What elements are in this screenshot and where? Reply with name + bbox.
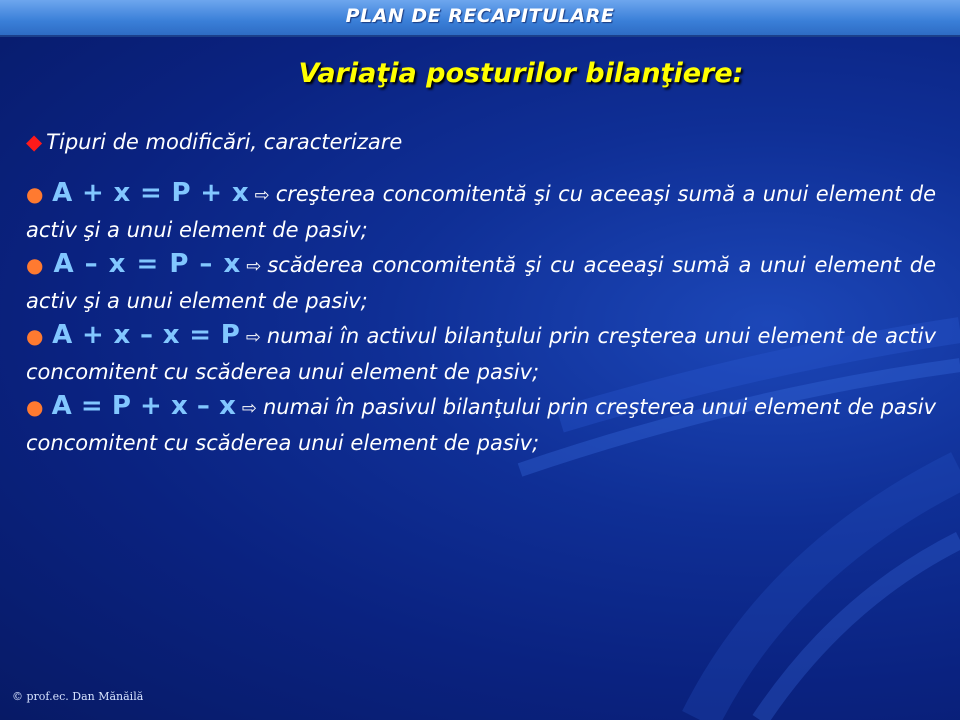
formula: A = P + x – x [51,391,236,421]
header-bar [0,0,960,37]
list-item [26,176,936,247]
arrow-right-icon: ⇨ [254,185,270,206]
formula: A – x = P – x [53,249,241,279]
diamond-bullet-icon: ◆ [26,130,43,154]
item-text: numai în pasivul bilanţului prin creşterea unui element de pasiv concomitent cu scăderea unui element de pasiv; [26,395,936,455]
item-text: numai în activul bilanţului prin creşterea unui element de activ concomitent cu scăderea unui element de pasiv; [26,324,937,384]
arrow-right-icon: ⇨ [241,398,257,419]
content-list [26,176,936,460]
list-item [26,389,936,460]
item-text: creşterea concomitentă şi cu aceeaşi sumă a unui element de activ şi a unui element de pasiv; [26,182,937,242]
drop-bullet-icon: ● [26,324,45,348]
header-title: PLAN DE RECAPITULARE [345,5,615,27]
list-item [26,318,936,389]
arrow-right-icon: ⇨ [245,327,261,348]
item-text: scăderea concomitentă şi cu aceeaşi sumă a unui element de activ şi a unui element de pasiv; [26,253,936,313]
drop-bullet-icon: ● [26,182,45,206]
list-item [26,247,936,318]
slide-title: Variaţia posturilor bilanţiere: [298,58,744,89]
formula: A + x – x = P [52,320,240,350]
subheading-text: Tipuri de modificări, caracterizare [46,130,403,154]
drop-bullet-icon: ● [26,253,46,277]
arrow-right-icon: ⇨ [246,256,262,277]
copyright-footer: © prof.ec. Dan Mănăilă [12,690,144,703]
drop-bullet-icon: ● [26,395,44,419]
formula: A + x = P + x [52,178,249,208]
subheading [26,130,402,154]
